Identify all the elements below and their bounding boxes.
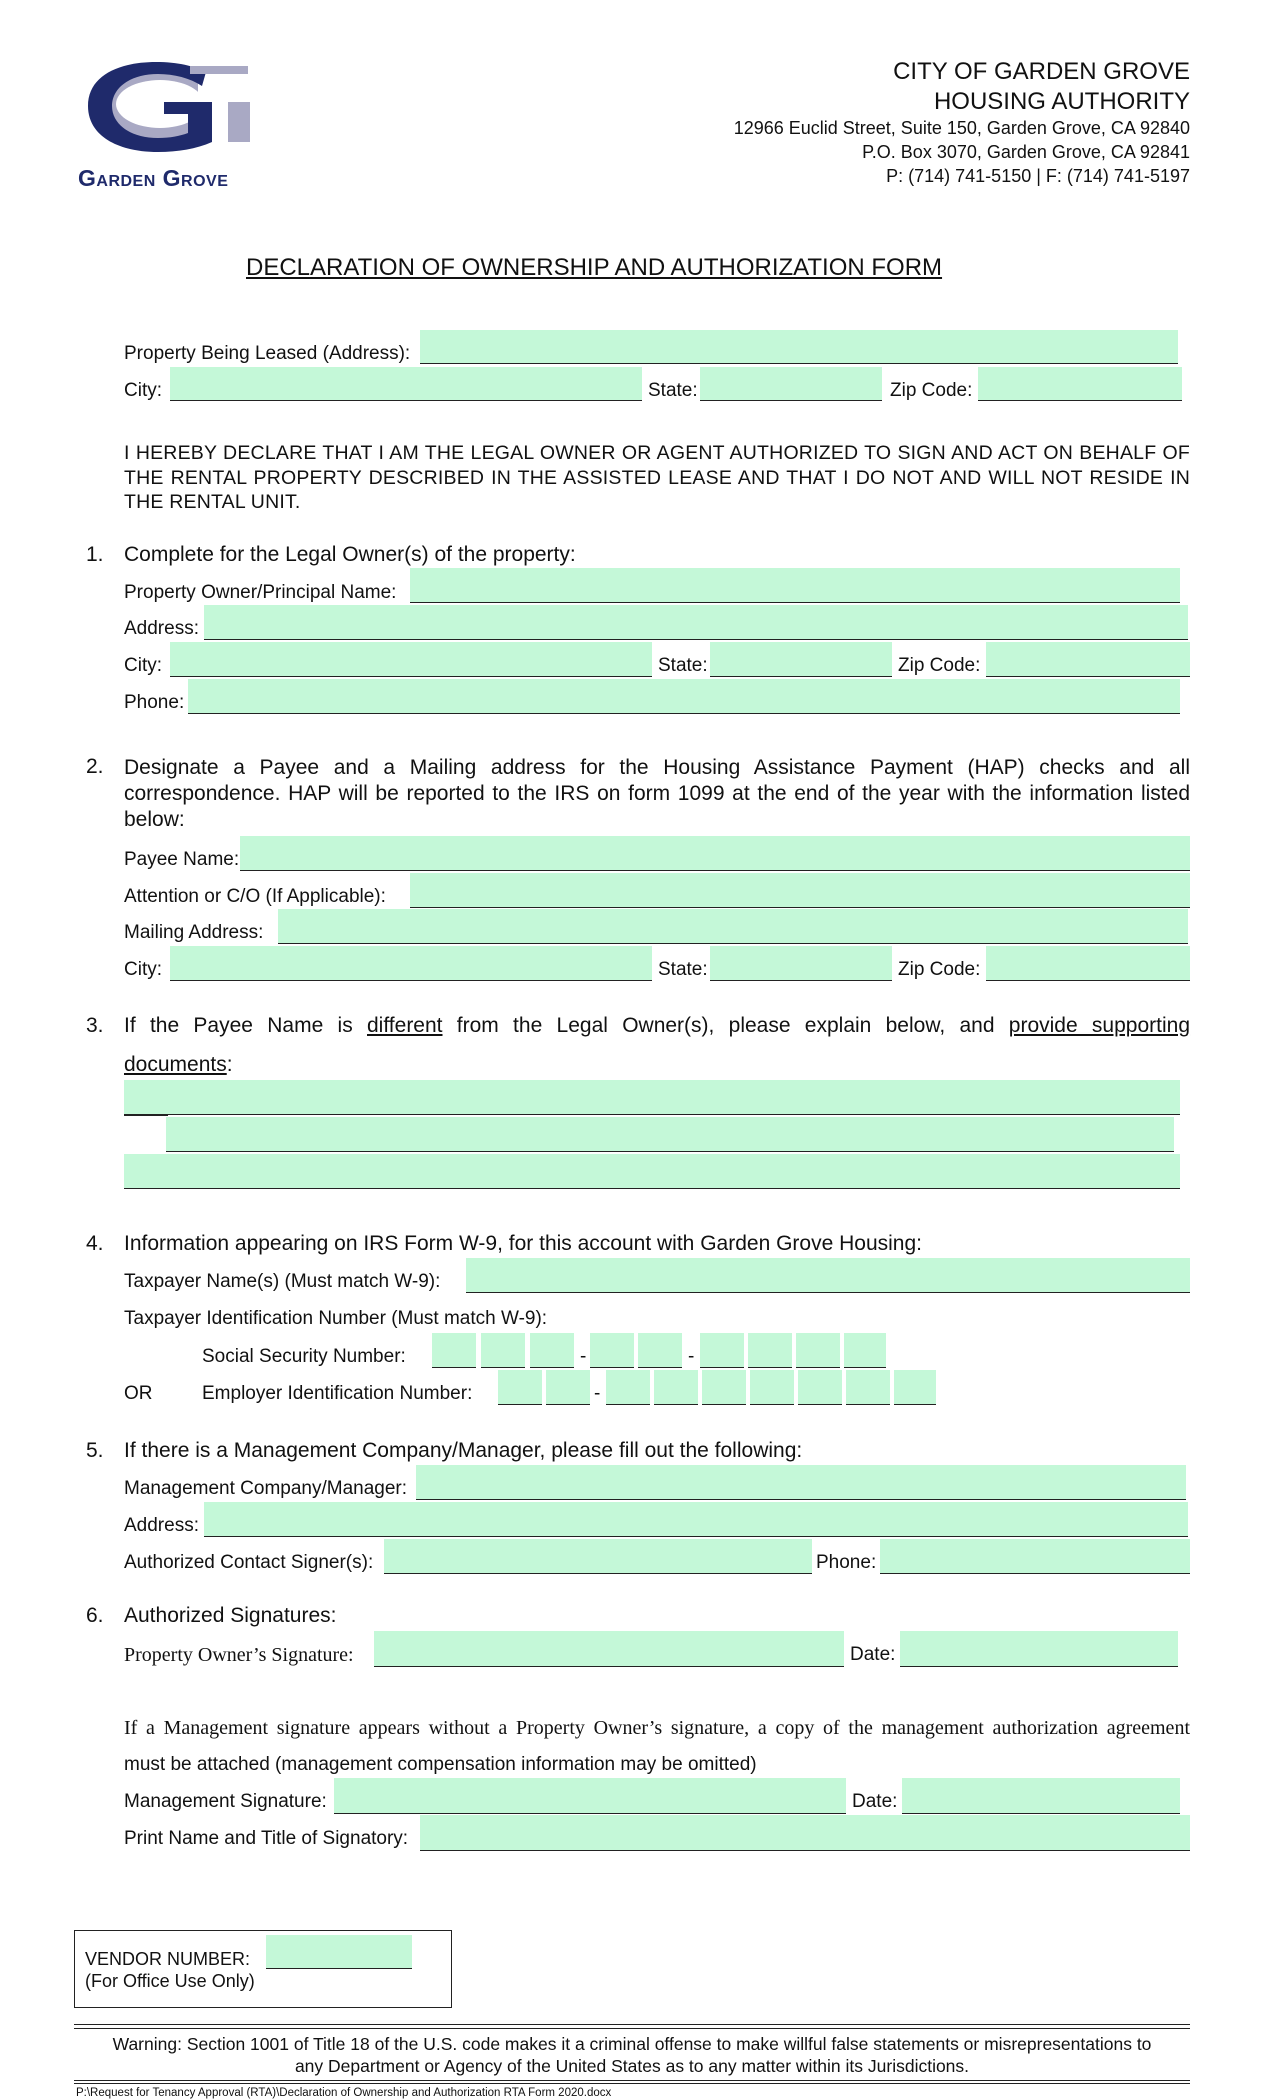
- property-address-field[interactable]: [420, 330, 1178, 364]
- ein-digit-1[interactable]: [498, 1370, 542, 1405]
- owner-date-label: Date:: [850, 1644, 896, 1665]
- owner-signature-label: [124, 1644, 354, 1667]
- ssn-digit-5[interactable]: [638, 1333, 682, 1368]
- section4-heading: Information appearing on IRS Form W-9, for this account with Garden Grove Housing:: [124, 1232, 922, 1255]
- owner-state-label: State:: [658, 655, 708, 676]
- agency-phone: P: (714) 741-5150 | F: (714) 741-5197: [886, 166, 1190, 186]
- payee-city-field[interactable]: [170, 946, 652, 981]
- property-city-field[interactable]: [170, 367, 642, 401]
- section3-line2: [124, 1053, 233, 1077]
- section5-number: 5.: [86, 1439, 104, 1462]
- owner-zip-label: Zip Code:: [898, 655, 981, 676]
- owner-name-field[interactable]: [410, 568, 1180, 603]
- section4-number: 4.: [86, 1232, 104, 1255]
- owner-phone-field[interactable]: [188, 679, 1180, 714]
- declaration-text: I HEREBY DECLARE THAT I AM THE LEGAL OWNER OR AGENT AUTHORIZED TO SIGN AND ACT ON BEHALF OF THE RENTAL PROPERTY DESCRIBED IN THE ASSISTED LEASE AND THAT I DO NOT AND WILL NOT RESIDE IN THE RENTAL UNIT.: [124, 442, 1190, 513]
- mailing-address-label: Mailing Address:: [124, 922, 264, 943]
- agency-address2: P.O. Box 3070, Garden Grove, CA 92841: [862, 142, 1190, 162]
- ssn-label: Social Security Number:: [202, 1346, 406, 1367]
- agency-address1: 12966 Euclid Street, Suite 150, Garden Grove, CA 92840: [733, 118, 1190, 138]
- ein-digit-5[interactable]: [702, 1370, 746, 1405]
- ssn-digit-7[interactable]: [748, 1333, 792, 1368]
- vendor-number-sub: (For Office Use Only): [85, 1971, 255, 1991]
- management-signature-label: Management Signature:: [124, 1791, 327, 1812]
- owner-address-field[interactable]: [204, 605, 1188, 640]
- management-address-field[interactable]: [204, 1502, 1188, 1537]
- section3-documents: documents: [124, 1053, 227, 1076]
- print-name-label: Print Name and Title of Signatory:: [124, 1828, 409, 1849]
- ein-digit-9[interactable]: [894, 1370, 936, 1405]
- owner-signature-field[interactable]: [374, 1631, 844, 1667]
- section3-number: 3.: [86, 1014, 104, 1037]
- ssn-dash-1: -: [580, 1346, 587, 1367]
- ein-digit-4[interactable]: [654, 1370, 698, 1405]
- property-zip-label: Zip Code:: [890, 380, 973, 401]
- garden-grove-logo: [78, 56, 268, 191]
- explanation-line2-lead: [124, 1114, 168, 1116]
- print-name-field[interactable]: [420, 1815, 1190, 1851]
- management-date-label: Date:: [852, 1791, 898, 1812]
- section6-number: 6.: [86, 1604, 104, 1627]
- owner-date-field[interactable]: [900, 1631, 1178, 1667]
- contact-signer-field[interactable]: [384, 1539, 812, 1574]
- ssn-digit-8[interactable]: [796, 1333, 840, 1368]
- payee-state-field[interactable]: [710, 946, 892, 981]
- management-address-label: Address:: [124, 1515, 199, 1536]
- ssn-dash-2: -: [688, 1346, 695, 1367]
- owner-phone-label: Phone:: [124, 692, 185, 713]
- ein-digit-7[interactable]: [798, 1370, 842, 1405]
- ssn-digit-1[interactable]: [432, 1333, 476, 1368]
- warning-line1: Warning: Section 1001 of Title 18 of the U.S. code makes it a criminal offense to make willful false statements or misrepresentations to: [112, 2034, 1152, 2054]
- property-address-label: Property Being Leased (Address):: [124, 343, 411, 364]
- management-phone-field[interactable]: [880, 1539, 1190, 1574]
- warning-top-rule: [74, 2024, 1190, 2029]
- property-city-label: City:: [124, 380, 162, 401]
- warning-line2: any Department or Agency of the United States as to any matter within its Jurisdictions.: [294, 2056, 970, 2076]
- property-zip-field[interactable]: [978, 367, 1182, 401]
- property-state-label: State:: [648, 380, 698, 401]
- file-path: P:\Request for Tenancy Approval (RTA)\Declaration of Ownership and Authorization RTA Form 2020.docx: [76, 2087, 612, 2099]
- section2-number: 2.: [86, 755, 104, 778]
- ein-digit-8[interactable]: [846, 1370, 890, 1405]
- form-title: DECLARATION OF OWNERSHIP AND AUTHORIZATION FORM: [246, 254, 943, 281]
- section2-text: Designate a Payee and a Mailing address for the Housing Assistance Payment (HAP) checks and all correspondence. HAP will be reported to the IRS on form 1099 at the end of the year with the information listed below:: [124, 756, 1190, 831]
- management-signature-field[interactable]: [334, 1778, 846, 1814]
- management-company-label: Management Company/Manager:: [124, 1478, 408, 1499]
- agency-name-line2: HOUSING AUTHORITY: [933, 88, 1190, 115]
- management-phone-label: Phone:: [816, 1552, 877, 1573]
- section6-heading: Authorized Signatures:: [124, 1604, 337, 1627]
- vendor-number-label: VENDOR NUMBER:: [85, 1949, 251, 1969]
- ssn-digit-2[interactable]: [481, 1333, 525, 1368]
- tin-label: Taxpayer Identification Number (Must match W-9):: [124, 1308, 548, 1329]
- taxpayer-name-label: Taxpayer Name(s) (Must match W-9):: [124, 1271, 441, 1292]
- ein-digit-3[interactable]: [606, 1370, 650, 1405]
- section5-heading: If there is a Management Company/Manager, please fill out the following:: [124, 1439, 803, 1462]
- management-note-line2: must be attached (management compensation information may be omitted): [124, 1754, 757, 1775]
- vendor-number-field[interactable]: [266, 1935, 412, 1969]
- section3-line1: [124, 1014, 1190, 1038]
- ein-dash: -: [594, 1383, 601, 1404]
- contact-signer-label: Authorized Contact Signer(s):: [124, 1552, 374, 1573]
- ssn-digit-6[interactable]: [700, 1333, 744, 1368]
- owner-city-label: City:: [124, 655, 162, 676]
- owner-signature-label-text: Property Owner’s Signature:: [124, 1644, 354, 1666]
- owner-state-field[interactable]: [710, 642, 892, 677]
- taxpayer-name-field[interactable]: [466, 1258, 1190, 1293]
- ssn-digit-4[interactable]: [590, 1333, 634, 1368]
- section3-text-b: from the Legal Owner(s), please explain below, and: [442, 1014, 1009, 1037]
- owner-name-label: Property Owner/Principal Name:: [124, 582, 397, 603]
- section3-text-a: If the Payee Name is: [124, 1014, 367, 1037]
- owner-city-field[interactable]: [170, 642, 652, 677]
- owner-address-label: Address:: [124, 618, 199, 639]
- or-label: OR: [124, 1383, 153, 1404]
- explanation-line2[interactable]: [166, 1117, 1174, 1152]
- payee-city-label: City:: [124, 959, 162, 980]
- section1-number: 1.: [86, 543, 104, 566]
- warning-bottom-rule: [74, 2080, 1190, 2084]
- section3-provide-supporting: provide supporting: [1008, 1014, 1191, 1037]
- payee-state-label: State:: [658, 959, 708, 980]
- attention-label: Attention or C/O (If Applicable):: [124, 886, 386, 907]
- section3-colon: :: [226, 1053, 233, 1076]
- ssn-digit-3[interactable]: [530, 1333, 574, 1368]
- ein-digit-6[interactable]: [750, 1370, 794, 1405]
- management-date-field[interactable]: [902, 1778, 1180, 1814]
- payee-zip-field[interactable]: [986, 946, 1190, 981]
- payee-zip-label: Zip Code:: [898, 959, 981, 980]
- explanation-line3[interactable]: [124, 1154, 1180, 1189]
- garden-grove-logo-mark: [78, 56, 258, 156]
- mailing-address-field[interactable]: [278, 909, 1188, 944]
- property-state-field[interactable]: [700, 367, 882, 401]
- explanation-line1[interactable]: [124, 1080, 1180, 1115]
- attention-field[interactable]: [410, 873, 1190, 908]
- section3-different: different: [367, 1014, 443, 1037]
- ein-digit-2[interactable]: [546, 1370, 590, 1405]
- logo-text: Garden Grove: [78, 165, 229, 191]
- ein-label: Employer Identification Number:: [202, 1383, 473, 1404]
- section1-heading: Complete for the Legal Owner(s) of the property:: [124, 543, 576, 566]
- payee-name-label: Payee Name:: [124, 849, 240, 870]
- management-note-line1: If a Management signature appears without a Property Owner’s signature, a copy of the management authorization agreement: [124, 1717, 1190, 1739]
- ssn-digit-9[interactable]: [844, 1333, 886, 1368]
- owner-zip-field[interactable]: [986, 642, 1190, 677]
- payee-name-field[interactable]: [240, 836, 1190, 871]
- management-company-field[interactable]: [416, 1465, 1186, 1500]
- agency-name-line1: CITY OF GARDEN GROVE: [893, 58, 1190, 85]
